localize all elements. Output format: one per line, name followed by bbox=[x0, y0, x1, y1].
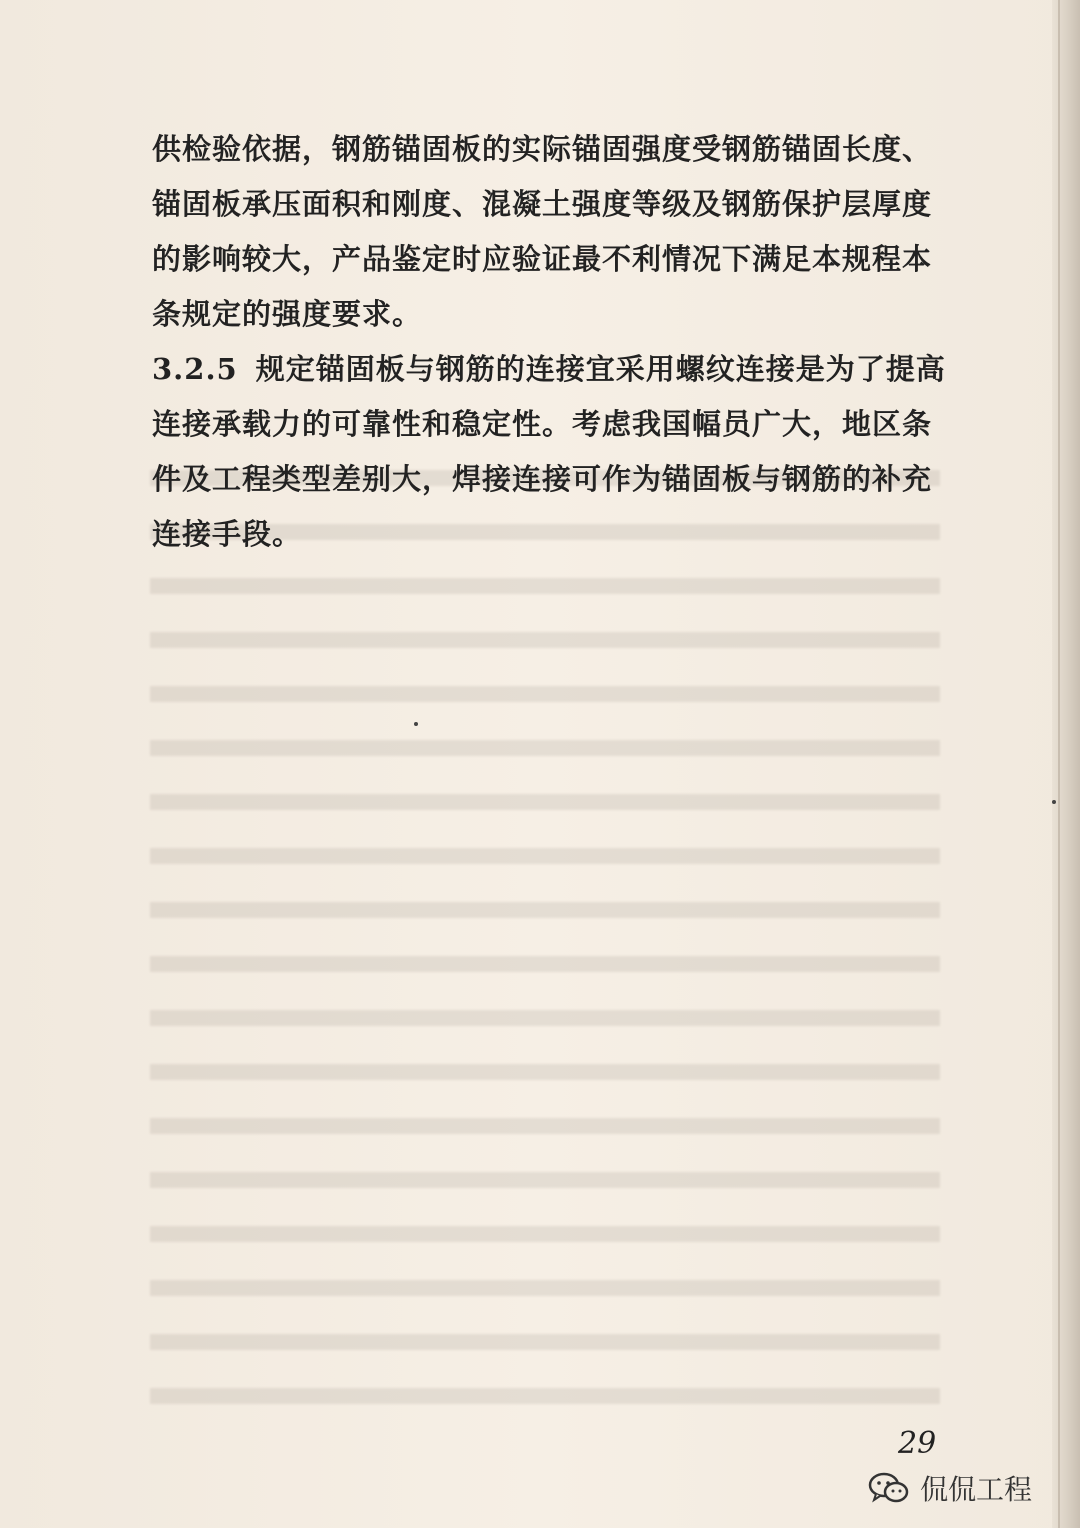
speck bbox=[1052, 800, 1056, 804]
page-number: 29 bbox=[898, 1426, 937, 1461]
watermark bbox=[868, 1468, 1032, 1508]
page-edge-line bbox=[1058, 0, 1060, 1528]
page-edge-shadow bbox=[1052, 0, 1080, 1528]
clause-text: 规定锚固板与钢筋的连接宜采用螺纹连接是为了提高连接承载力的可靠性和稳定性。考虑我国幅员广大，地区条件及工程类型差别大，焊接连接可作为锚固板与钢筋的补充连接手段。 bbox=[152, 352, 946, 551]
page-body bbox=[152, 122, 952, 562]
bleed-through-text bbox=[150, 450, 940, 1410]
wechat-icon bbox=[868, 1471, 910, 1505]
paragraph: 供检验依据，钢筋锚固板的实际锚固强度受钢筋锚固长度、锚固板承压面积和刚度、混凝土强度等级及钢筋保护层厚度的影响较大，产品鉴定时应验证最不利情况下满足本规程本条规定的强度要求。 bbox=[152, 132, 933, 331]
watermark-text: 侃侃工程 bbox=[920, 1473, 1033, 1506]
clause-number: 3.2.5 bbox=[152, 352, 238, 386]
speck bbox=[414, 722, 418, 726]
clause-paragraph bbox=[152, 342, 952, 562]
